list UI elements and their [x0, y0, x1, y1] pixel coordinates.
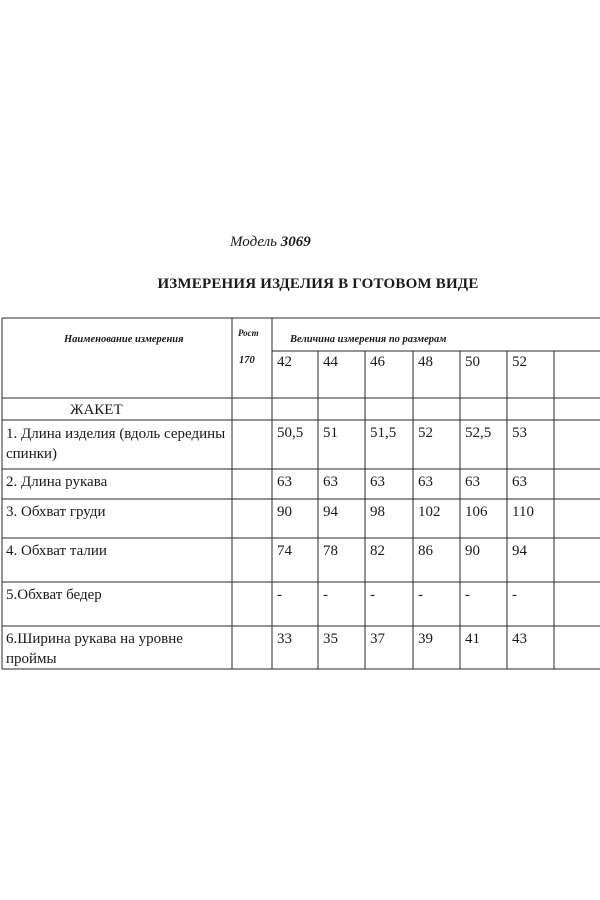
- table-cell: 90: [277, 504, 292, 520]
- table-cell: 43: [512, 631, 527, 647]
- table-cell: 98: [370, 504, 385, 520]
- table-cell: 74: [277, 543, 292, 559]
- table-cell: -: [418, 587, 423, 603]
- table-cell: 106: [465, 504, 488, 520]
- row-name: 1. Длина изделия (вдоль середины спинки): [6, 426, 226, 462]
- section-label: ЖАКЕТ: [70, 402, 123, 418]
- table-cell: 94: [323, 504, 338, 520]
- table-cell: 50,5: [277, 425, 304, 441]
- table-cell: 37: [370, 631, 385, 647]
- table-cell: -: [512, 587, 517, 603]
- size-header: 50: [465, 354, 480, 370]
- size-header: 44: [323, 354, 338, 370]
- table-cell: 52,5: [465, 425, 492, 441]
- table-cell: -: [465, 587, 470, 603]
- table-cell: 63: [370, 474, 385, 490]
- table-cell: -: [277, 587, 282, 603]
- table-cell: 51,5: [370, 425, 397, 441]
- table-cell: 41: [465, 631, 480, 647]
- table-cell: 63: [418, 474, 433, 490]
- table-cell: 94: [512, 543, 527, 559]
- table-cell: 110: [512, 504, 534, 520]
- table-cell: 78: [323, 543, 338, 559]
- header-measurement-name: Наименование измерения: [64, 334, 184, 345]
- model-label: Модель: [230, 234, 278, 250]
- table-cell: 53: [512, 425, 527, 441]
- table-cell: 102: [418, 504, 441, 520]
- size-header: 48: [418, 354, 433, 370]
- model-line: [230, 234, 311, 251]
- table-cell: -: [323, 587, 328, 603]
- table-cell: 63: [512, 474, 527, 490]
- row-name: 3. Обхват груди: [6, 504, 106, 520]
- size-header: 46: [370, 354, 385, 370]
- table-cell: 39: [418, 631, 433, 647]
- table-cell: 33: [277, 631, 292, 647]
- table-cell: 35: [323, 631, 338, 647]
- table-cell: 86: [418, 543, 433, 559]
- model-number: 3069: [280, 234, 311, 250]
- document-title: ИЗМЕРЕНИЯ ИЗДЕЛИЯ В ГОТОВОМ ВИДЕ: [157, 276, 479, 292]
- table-cell: 63: [465, 474, 480, 490]
- table-cell: 63: [323, 474, 338, 490]
- row-name: 6.Ширина рукава на уровне проймы: [6, 631, 183, 667]
- table-cell: 51: [323, 425, 338, 441]
- row-name: 5.Обхват бедер: [6, 587, 102, 603]
- table-cell: 63: [277, 474, 292, 490]
- header-height-label: Рост: [238, 328, 259, 338]
- size-header: 52: [512, 354, 527, 370]
- table-cell: 90: [465, 543, 480, 559]
- header-sizes-label: Величина измерения по размерам: [290, 334, 447, 345]
- row-name: 2. Длина рукава: [6, 474, 108, 490]
- row-name: 4. Обхват талии: [6, 543, 107, 559]
- size-header: 42: [277, 354, 292, 370]
- header-height-value: 170: [239, 355, 255, 366]
- table-cell: 82: [370, 543, 385, 559]
- table-cell: 52: [418, 425, 433, 441]
- table-cell: -: [370, 587, 375, 603]
